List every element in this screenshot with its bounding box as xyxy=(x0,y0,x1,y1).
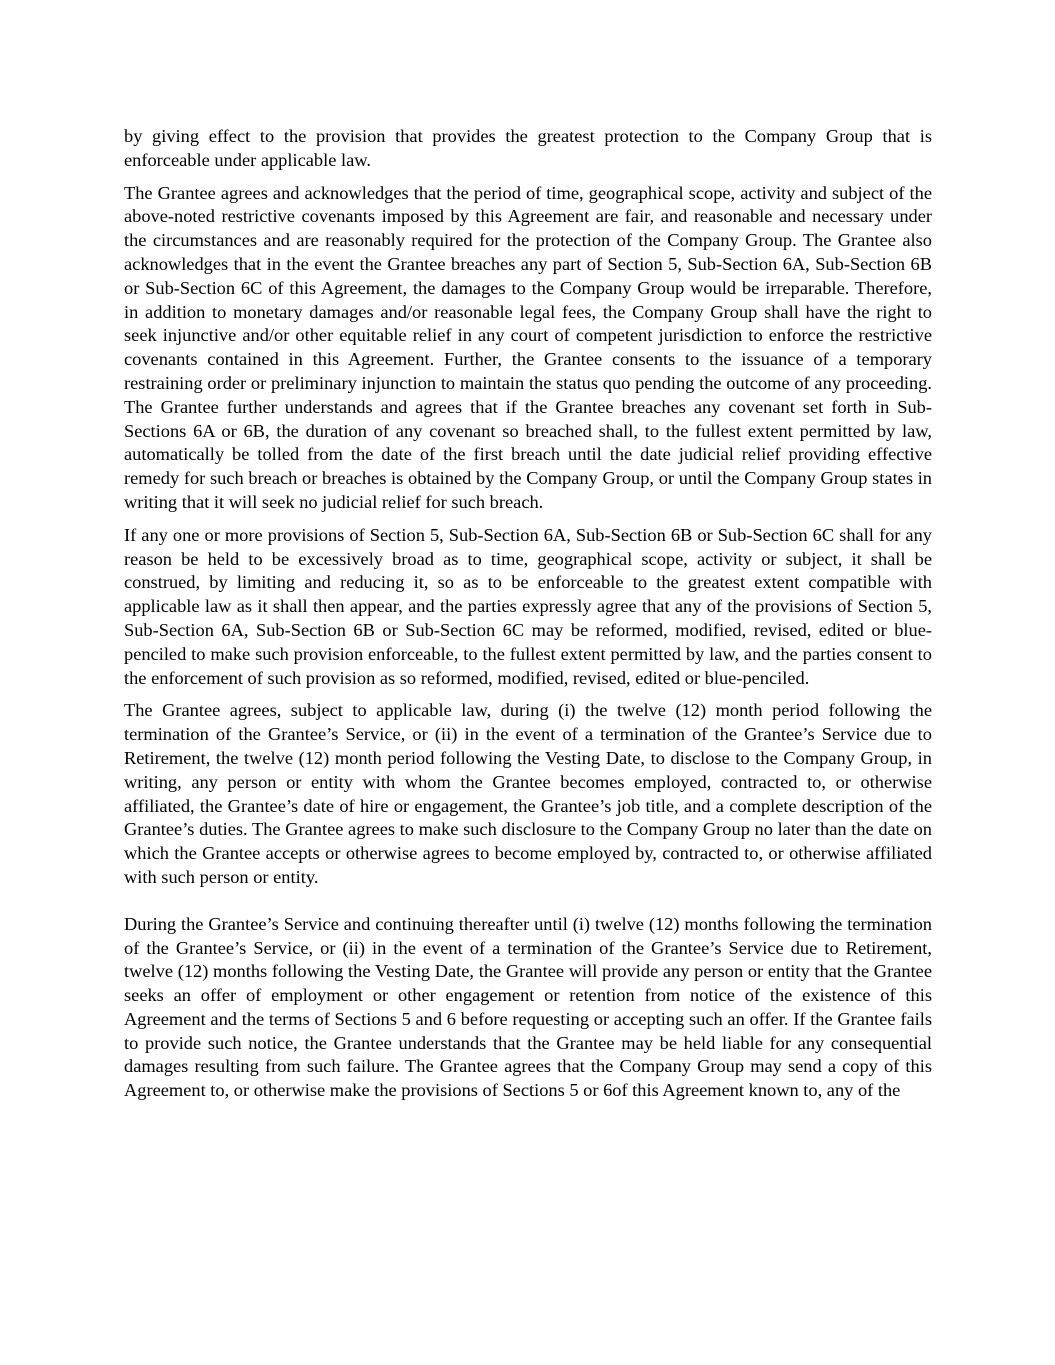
paragraph-severability: If any one or more provisions of Section 5, Sub-Section 6A, Sub-Section 6B or Sub-Section 6C shall for any reason be held to be excessively broad as to time, geographical scope, activity or subject, it shall be construed, by limiting and reducing it, so as to be enforceable to the greatest extent compatible with applicable law as it shall then appear, and the parties expressly agree that any of the provisions of Section 5, Sub-Section 6A, Sub-Section 6B or Sub-Section 6C may be reformed, modified, revised, edited or blue-penciled to make such provision enforceable, to the fullest extent permitted by law, and the parties consent to the enforcement of such provision as so reformed, modified, revised, edited or blue-penciled. xyxy=(124,524,932,688)
paragraph-acknowledgement: The Grantee agrees and acknowledges that the period of time, geographical scope, activity and subject of the above-noted restrictive covenants imposed by this Agreement are fair, and reasonable and necessary under the circumstances and are reasonably required for the protection of the Company Group. The Grantee also acknowledges that in the event the Grantee breaches any part of Section 5, Sub-Section 6A, Sub-Section 6B or Sub-Section 6C of this Agreement, the damages to the Company Group would be irreparable. Therefore, in addition to monetary damages and/or reasonable legal fees, the Company Group shall have the right to seek injunctive and/or other equitable relief in any court of competent jurisdiction to enforce the restrictive covenants contained in this Agreement. Further, the Grantee consents to the issuance of a temporary restraining order or preliminary injunction to maintain the status quo pending the outcome of any proceeding. The Grantee further understands and agrees that if the Grantee breaches any covenant set forth in Sub-Sections 6A or 6B, the duration of any covenant so breached shall, to the fullest extent permitted by law, automatically be tolled from the date of the first breach until the date judicial relief providing effective remedy for such breach or breaches is obtained by the Company Group, or until the Company Group states in writing that it will seek no judicial relief for such breach. xyxy=(124,182,932,512)
paragraph-disclosure: The Grantee agrees, subject to applicable law, during (i) the twelve (12) month period following the termination of the Grantee’s Service, or (ii) in the event of a termination of the Grantee’s Service due to Retirement, the twelve (12) month period following the Vesting Date, to disclose to the Company Group, in writing, any person or entity with whom the Grantee becomes employed, contracted to, or otherwise affiliated, the Grantee’s date of hire or engagement, the Grantee’s job title, and a complete description of the Grantee’s duties. The Grantee agrees to make such disclosure to the Company Group no later than the date on which the Grantee accepts or otherwise agrees to become employed by, contracted to, or otherwise affiliated with such person or entity. xyxy=(124,700,932,887)
paragraph-notice: During the Grantee’s Service and continuing thereafter until (i) twelve (12) months following the termination of the Grantee’s Service, or (ii) in the event of a termination of the Grantee’s Service due to Retirement, twelve (12) months following the Vesting Date, the Grantee will provide any person or entity that the Grantee seeks an offer of employment or other engagement or retention from notice of the existence of this Agreement and the terms of Sections 5 and 6 before requesting or accepting such an offer. If the Grantee fails to provide such notice, the Grantee understands that the Grantee may be held liable for any consequential damages resulting from such failure. The Grantee agrees that the Company Group may send a copy of this Agreement to, or otherwise make the provisions of Sections 5 or 6of this Agreement known to, any of the xyxy=(124,913,932,1101)
paragraph-continuation: by giving effect to the provision that provides the greatest protection to the Company Group that is enforceable under applicable law. xyxy=(124,126,932,170)
document-page xyxy=(124,125,932,1112)
